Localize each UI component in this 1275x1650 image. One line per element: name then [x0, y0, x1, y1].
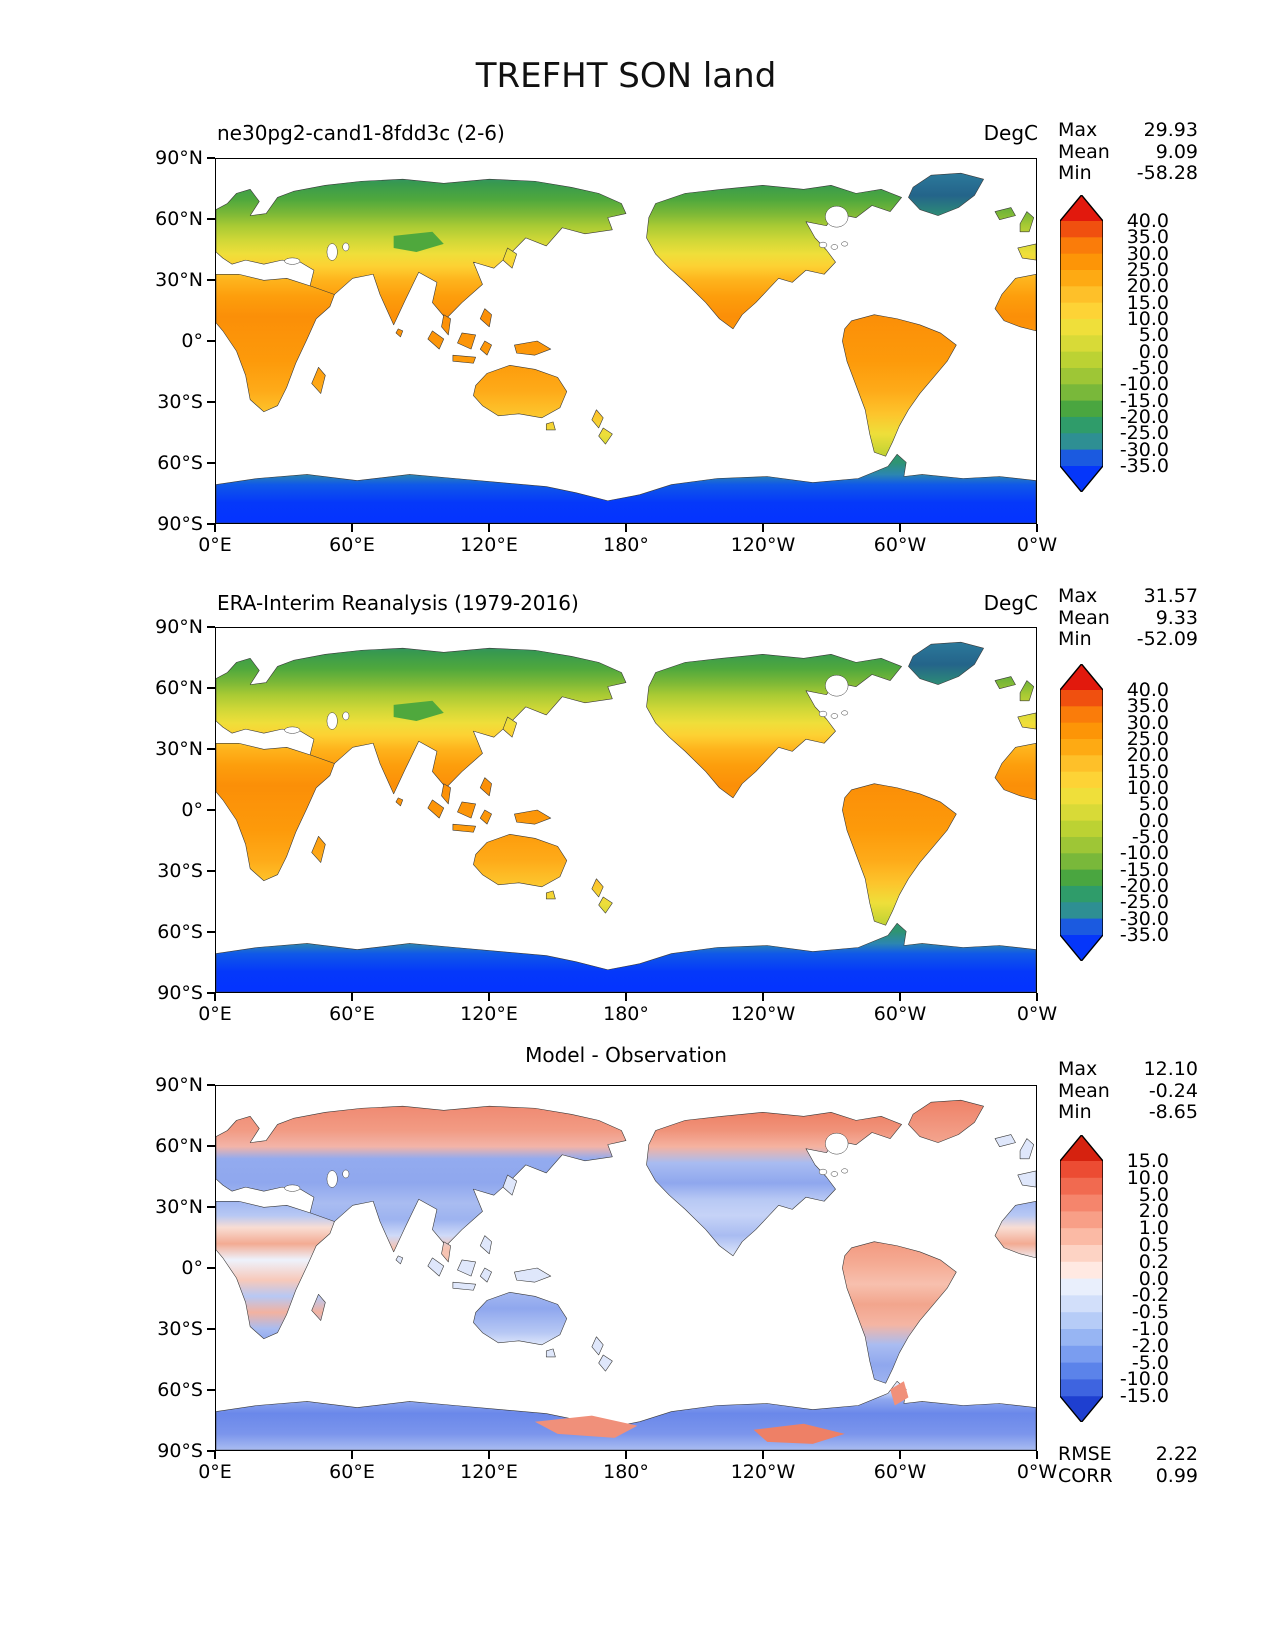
- colorbar-tick-label: 2.0: [1138, 1200, 1169, 1223]
- colorbar-tick-label: 20.0: [1126, 744, 1169, 767]
- colorbar-tick-label: -35.0: [1119, 923, 1169, 946]
- y-tickmark: [207, 1450, 215, 1452]
- map-region-africa_west: [995, 743, 1036, 800]
- stat-label: Max: [1058, 119, 1098, 141]
- map-region-iceland: [995, 1135, 1016, 1147]
- x-tickmark: [762, 993, 764, 1001]
- map-region-sulawesi: [480, 810, 491, 824]
- panel-1-stat-max: [1058, 120, 1198, 142]
- colorbar-tick-label: -5.0: [1131, 356, 1169, 379]
- colorbar-tick-label: 25.0: [1126, 727, 1169, 750]
- panel-2-title: ERA-Interim Reanalysis (1979-2016): [217, 591, 579, 615]
- stat-label: Max: [1058, 1058, 1098, 1080]
- map-region-northamerica: [647, 185, 902, 329]
- panel-1-units: DegC: [983, 121, 1038, 145]
- map-lake: [831, 1172, 838, 1177]
- figure-title: TREFHT SON land: [475, 56, 777, 96]
- x-tickmark: [625, 524, 627, 532]
- map-lake: [841, 711, 847, 715]
- y-tick-label: 90°N: [155, 147, 203, 169]
- colorbar-tick-label: -10.0: [1119, 842, 1169, 865]
- colorbar-tick-label: 40.0: [1126, 679, 1169, 701]
- x-tick-label: 60°E: [329, 534, 375, 556]
- x-tickmark: [899, 1451, 901, 1459]
- x-tickmark: [214, 524, 216, 532]
- map-region-sulawesi: [480, 1268, 491, 1282]
- colorbar-tick-label: -15.0: [1119, 1385, 1169, 1408]
- map-lake: [285, 727, 300, 733]
- stat-value: 9.33: [1155, 606, 1198, 629]
- map-region-sumatra: [428, 331, 444, 349]
- y-tick-label: 30°S: [157, 1318, 203, 1340]
- y-tickmark: [207, 992, 215, 994]
- colorbar-tick-label: -25.0: [1119, 891, 1169, 914]
- panel-2-units: DegC: [983, 591, 1038, 615]
- colorbar-tick-label: 5.0: [1138, 1183, 1169, 1206]
- y-tickmark: [207, 870, 215, 872]
- stat-label: Mean: [1058, 140, 1110, 163]
- y-tick-label: 30°N: [155, 269, 203, 291]
- x-tick-label: 0°W: [1016, 1461, 1058, 1483]
- map-region-newguinea: [514, 1268, 550, 1282]
- y-tick-label: 60°S: [157, 921, 203, 943]
- stat-label: Min: [1058, 162, 1092, 184]
- map-region-africa_west: [995, 274, 1036, 331]
- y-tickmark: [207, 401, 215, 403]
- map-lake: [825, 1133, 848, 1154]
- map-region-srilanka: [396, 1256, 403, 1264]
- colorbar-tick-label: 35.0: [1126, 226, 1169, 249]
- map-region-iberia: [1018, 713, 1036, 729]
- map-region-iberia: [1018, 244, 1036, 260]
- x-tick-label: 180°: [603, 534, 649, 556]
- colorbar-tick-label: 30.0: [1126, 711, 1169, 734]
- map-region-nz2: [599, 428, 613, 444]
- colorbar-tick-label: 30.0: [1126, 242, 1169, 265]
- y-tick-label: 60°N: [155, 1135, 203, 1157]
- map-lake: [327, 1171, 337, 1188]
- x-tick-label: 0°E: [198, 1003, 232, 1025]
- colorbar-tick-label: -0.2: [1131, 1284, 1169, 1307]
- stat-value: -0.24: [1148, 1079, 1198, 1102]
- x-tick-label: 60°W: [873, 1461, 927, 1483]
- x-tick-label: 60°W: [873, 534, 927, 556]
- colorbar-tick-label: 0.5: [1138, 1234, 1169, 1256]
- map-region-nz1: [592, 410, 603, 428]
- map-lake: [327, 713, 337, 730]
- colorbar-tick-label: 15.0: [1126, 291, 1169, 314]
- map-region-tasmania: [546, 891, 555, 899]
- map-region-philippines: [480, 778, 491, 796]
- colorbar-swatches: [1060, 195, 1103, 492]
- colorbar-tick-label: -5.0: [1131, 1351, 1169, 1374]
- panel-1-title: ne30pg2-cand1-8fdd3c (2-6): [217, 121, 505, 145]
- stat-label: RMSE: [1058, 1443, 1112, 1465]
- stat-label: Min: [1058, 628, 1092, 650]
- map-region-java: [453, 355, 476, 363]
- colorbar-tick-label: -10.0: [1119, 373, 1169, 396]
- y-tickmark: [207, 626, 215, 628]
- map-region-australia: [473, 365, 566, 418]
- colorbar-tick-label: 10.0: [1126, 776, 1169, 799]
- map-region-madagascar: [312, 1294, 326, 1320]
- colorbar-swatches: [1060, 664, 1103, 961]
- panel-3-map: [215, 1085, 1037, 1451]
- map-region-uk: [1020, 1139, 1034, 1159]
- panel-2-stat-mean: [1058, 608, 1198, 630]
- map-region-australia: [473, 1292, 566, 1345]
- map-region-tasmania: [546, 1349, 555, 1357]
- map-region-uk: [1020, 212, 1034, 232]
- stat-value: -8.65: [1148, 1101, 1198, 1123]
- x-tick-label: 120°E: [460, 534, 518, 556]
- map-region-madagascar: [312, 836, 326, 862]
- map-region-borneo: [457, 1260, 475, 1276]
- y-tick-label: 90°N: [155, 1074, 203, 1096]
- map-lake: [841, 242, 847, 246]
- x-tickmark: [625, 993, 627, 1001]
- panel-1-stats: [1058, 120, 1198, 185]
- stat-label: Min: [1058, 1101, 1092, 1123]
- x-tickmark: [1036, 993, 1038, 1001]
- panel-1-colorbar: [1060, 195, 1103, 492]
- map-region-borneo: [457, 802, 475, 818]
- colorbar-tick-label: 25.0: [1126, 258, 1169, 281]
- map-region-antarctica: [216, 923, 1036, 992]
- colorbar-tick-label: -25.0: [1119, 422, 1169, 445]
- x-tick-label: 120°E: [460, 1461, 518, 1483]
- colorbar-tick-label: -20.0: [1119, 405, 1169, 428]
- map-region-southamerica: [842, 315, 956, 457]
- stat-value: 9.09: [1155, 140, 1198, 163]
- y-tick-label: 90°N: [155, 616, 203, 638]
- map-region-uk: [1020, 681, 1034, 701]
- panel-1-stat-min: [1058, 163, 1198, 185]
- colorbar-tick-label: -20.0: [1119, 874, 1169, 897]
- map-region-sulawesi: [480, 341, 491, 355]
- stat-value: 0.99: [1155, 1464, 1198, 1487]
- panel-2-colorbar: [1060, 664, 1103, 961]
- colorbar-tick-label: 10.0: [1126, 307, 1169, 330]
- colorbar-tick-label: 0.2: [1138, 1250, 1169, 1273]
- y-tick-label: 90°S: [157, 513, 203, 535]
- x-tick-label: 60°E: [329, 1003, 375, 1025]
- y-tickmark: [207, 462, 215, 464]
- map-region-malay: [442, 1242, 451, 1262]
- map-lake: [343, 243, 349, 251]
- map-lake: [819, 1169, 827, 1175]
- y-tick-label: 60°N: [155, 677, 203, 699]
- colorbar-tick-label: -35.0: [1119, 454, 1169, 477]
- x-tick-label: 120°W: [730, 534, 796, 556]
- panel-2-stat-max: [1058, 586, 1198, 608]
- map-region-iceland: [995, 677, 1016, 689]
- stat-value: -58.28: [1136, 162, 1198, 184]
- y-tickmark: [207, 523, 215, 525]
- panel-3-stats: [1058, 1059, 1198, 1124]
- y-tickmark: [207, 157, 215, 159]
- map-lake: [819, 242, 827, 248]
- map-region-nz1: [592, 1337, 603, 1355]
- map-lake: [831, 245, 838, 250]
- x-tickmark: [625, 1451, 627, 1459]
- map-region-java: [453, 1282, 476, 1290]
- y-tickmark: [207, 1267, 215, 1269]
- y-tickmark: [207, 218, 215, 220]
- colorbar-tick-label: -15.0: [1119, 389, 1169, 412]
- panel-2-stats: [1058, 586, 1198, 651]
- map-lake: [343, 712, 349, 720]
- map-lake: [825, 675, 848, 696]
- map-region-srilanka: [396, 798, 403, 806]
- map-region-nz2: [599, 897, 613, 913]
- y-tickmark: [207, 931, 215, 933]
- y-tickmark: [207, 1328, 215, 1330]
- stat-label: Mean: [1058, 606, 1110, 629]
- colorbar-tick-label: 20.0: [1126, 275, 1169, 298]
- colorbar-tick-label: 15.0: [1126, 760, 1169, 783]
- map-region-iberia: [1018, 1171, 1036, 1187]
- x-tickmark: [899, 993, 901, 1001]
- map-region-malay: [442, 784, 451, 804]
- y-tickmark: [207, 279, 215, 281]
- colorbar-tick-label: -30.0: [1119, 438, 1169, 461]
- colorbar-tick-label: -0.5: [1131, 1301, 1169, 1324]
- stat-value: 2.22: [1155, 1443, 1198, 1465]
- x-tickmark: [214, 1451, 216, 1459]
- x-tick-label: 180°: [603, 1003, 649, 1025]
- panel-3-colorbar: [1060, 1135, 1103, 1422]
- y-tickmark: [207, 809, 215, 811]
- colorbar-tick-label: 0.0: [1138, 340, 1169, 363]
- x-tickmark: [1036, 524, 1038, 532]
- x-tick-label: 60°W: [873, 1003, 927, 1025]
- colorbar-tick-label: 0.0: [1138, 809, 1169, 832]
- x-tickmark: [488, 1451, 490, 1459]
- map-region-antarctica: [216, 1381, 1036, 1450]
- map-region-greenland: [908, 173, 983, 215]
- y-tick-label: 90°S: [157, 982, 203, 1004]
- colorbar-tick-label: -10.0: [1119, 1368, 1169, 1391]
- map-lake: [285, 258, 300, 264]
- stat-value: -52.09: [1136, 628, 1198, 650]
- panel-3-stat-max: [1058, 1059, 1198, 1081]
- x-tick-label: 0°E: [198, 1461, 232, 1483]
- x-tickmark: [488, 993, 490, 1001]
- y-tickmark: [207, 687, 215, 689]
- y-tick-label: 60°N: [155, 208, 203, 230]
- stat-label: Mean: [1058, 1079, 1110, 1102]
- panel-1-stat-mean: [1058, 142, 1198, 164]
- colorbar-tick-label: 1.0: [1138, 1217, 1169, 1240]
- panel-1-map: [215, 158, 1037, 524]
- map-lake: [819, 711, 827, 717]
- panel-2-stat-min: [1058, 629, 1198, 651]
- y-tick-label: 30°S: [157, 391, 203, 413]
- map-region-africa_west: [995, 1201, 1036, 1258]
- map-region-iceland: [995, 208, 1016, 220]
- y-tickmark: [207, 340, 215, 342]
- colorbar-tick-label: 15.0: [1126, 1150, 1169, 1172]
- map-region-australia: [473, 834, 566, 887]
- map-region-nz1: [592, 879, 603, 897]
- x-tickmark: [351, 1451, 353, 1459]
- x-tickmark: [488, 524, 490, 532]
- x-tickmark: [351, 993, 353, 1001]
- map-lake: [841, 1169, 847, 1173]
- map-region-sumatra: [428, 1258, 444, 1276]
- y-tick-label: 30°N: [155, 738, 203, 760]
- map-region-northamerica: [647, 1112, 902, 1256]
- x-tick-label: 60°E: [329, 1461, 375, 1483]
- x-tickmark: [899, 524, 901, 532]
- map-lake: [285, 1185, 300, 1191]
- map-region-malay: [442, 315, 451, 335]
- map-region-africa_east: [216, 743, 334, 881]
- y-tick-label: 60°S: [157, 452, 203, 474]
- colorbar-tick-label: -30.0: [1119, 907, 1169, 930]
- colorbar-tick-label: 10.0: [1126, 1166, 1169, 1189]
- x-tick-label: 180°: [603, 1461, 649, 1483]
- x-tick-label: 0°W: [1016, 534, 1058, 556]
- map-region-nz2: [599, 1355, 613, 1371]
- map-region-borneo: [457, 333, 475, 349]
- y-tick-label: 30°S: [157, 860, 203, 882]
- y-tick-label: 0°: [181, 330, 203, 352]
- x-tick-label: 0°E: [198, 534, 232, 556]
- x-tickmark: [762, 1451, 764, 1459]
- stat-value: 31.57: [1143, 585, 1198, 607]
- colorbar-tick-label: 5.0: [1138, 793, 1169, 816]
- map-region-africa_east: [216, 1201, 334, 1339]
- colorbar-tick-label: 0.0: [1138, 1267, 1169, 1290]
- y-tick-label: 60°S: [157, 1379, 203, 1401]
- map-region-sumatra: [428, 800, 444, 818]
- map-region-northamerica: [647, 654, 902, 798]
- stat-label: CORR: [1058, 1464, 1113, 1487]
- stat-value: 29.93: [1143, 119, 1198, 141]
- map-region-antarctica: [216, 454, 1036, 523]
- x-tickmark: [762, 524, 764, 532]
- y-tickmark: [207, 1206, 215, 1208]
- panel-2-map: [215, 627, 1037, 993]
- map-region-philippines: [480, 309, 491, 327]
- y-tickmark: [207, 1084, 215, 1086]
- map-lake: [343, 1170, 349, 1178]
- x-tick-label: 120°E: [460, 1003, 518, 1025]
- map-region-newguinea: [514, 341, 550, 355]
- x-tickmark: [351, 524, 353, 532]
- x-tick-label: 120°W: [730, 1003, 796, 1025]
- map-region-java: [453, 824, 476, 832]
- y-tick-label: 30°N: [155, 1196, 203, 1218]
- x-tickmark: [1036, 1451, 1038, 1459]
- map-region-southamerica: [842, 1242, 956, 1384]
- x-tickmark: [214, 993, 216, 1001]
- y-tick-label: 0°: [181, 1257, 203, 1279]
- colorbar-swatches: [1060, 1135, 1103, 1422]
- map-region-greenland: [908, 642, 983, 684]
- colorbar-tick-label: -2.0: [1131, 1334, 1169, 1357]
- y-tickmark: [207, 1389, 215, 1391]
- y-tickmark: [207, 1145, 215, 1147]
- x-tick-label: 0°W: [1016, 1003, 1058, 1025]
- map-region-tasmania: [546, 422, 555, 430]
- y-tick-label: 90°S: [157, 1440, 203, 1462]
- panel-3-stat-min: [1058, 1102, 1198, 1124]
- map-region-newguinea: [514, 810, 550, 824]
- x-tick-label: 120°W: [730, 1461, 796, 1483]
- map-region-srilanka: [396, 329, 403, 337]
- map-lake: [825, 206, 848, 227]
- colorbar-tick-label: -5.0: [1131, 825, 1169, 848]
- colorbar-tick-label: -1.0: [1131, 1318, 1169, 1340]
- stat-label: Max: [1058, 585, 1098, 607]
- stat-value: 12.10: [1143, 1058, 1198, 1080]
- y-tickmark: [207, 748, 215, 750]
- colorbar-tick-label: -15.0: [1119, 858, 1169, 881]
- panel-3-stat-mean: [1058, 1081, 1198, 1103]
- map-region-greenland: [908, 1100, 983, 1142]
- map-region-africa_east: [216, 274, 334, 412]
- map-lake: [327, 244, 337, 261]
- panel-3-title: Model - Observation: [525, 1043, 727, 1067]
- map-lake: [831, 714, 838, 719]
- map-region-madagascar: [312, 367, 326, 393]
- y-tick-label: 0°: [181, 799, 203, 821]
- map-region-philippines: [480, 1236, 491, 1254]
- colorbar-tick-label: 40.0: [1126, 210, 1169, 232]
- colorbar-tick-label: 5.0: [1138, 324, 1169, 347]
- map-region-southamerica: [842, 784, 956, 926]
- colorbar-tick-label: 35.0: [1126, 695, 1169, 718]
